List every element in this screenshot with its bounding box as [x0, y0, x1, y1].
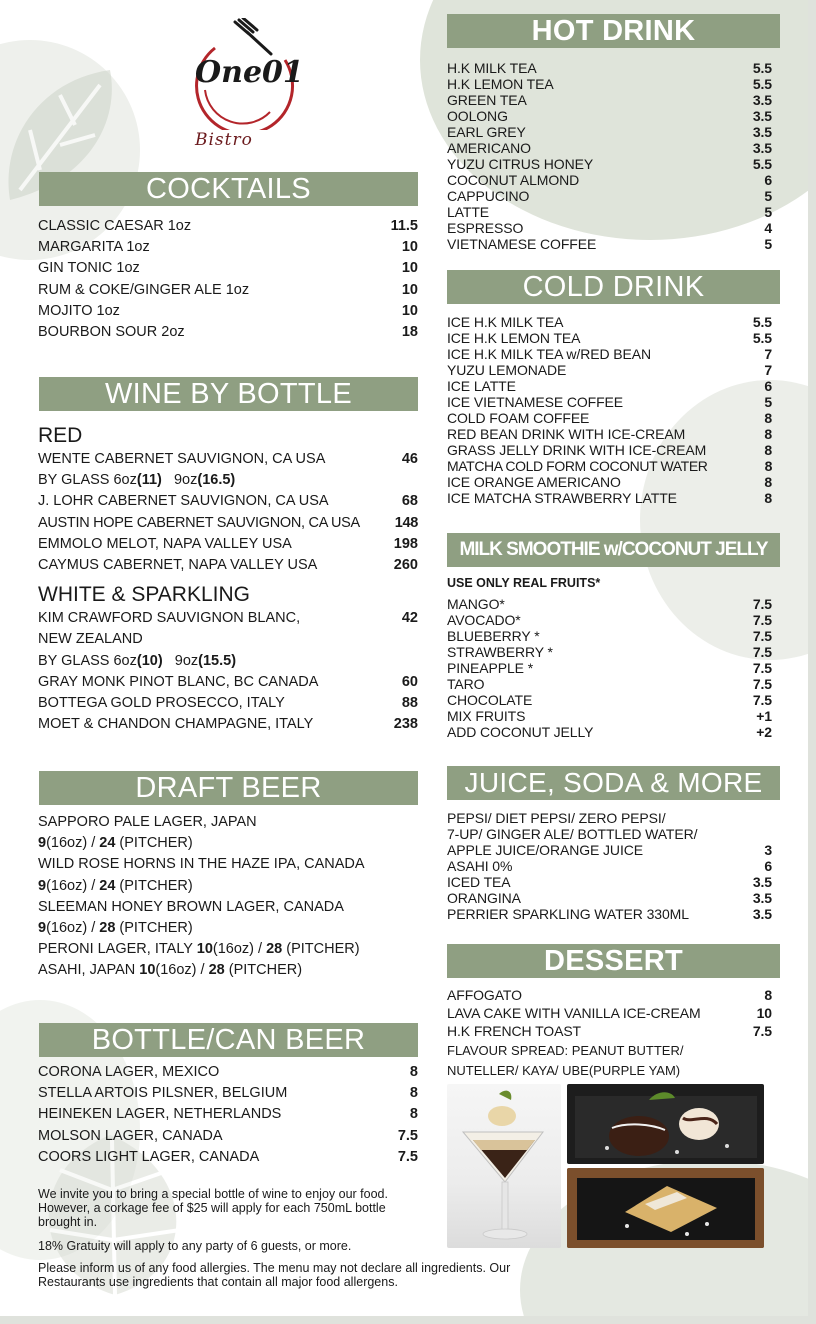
juice-header: JUICE, SODA & MORE	[447, 766, 780, 800]
logo	[175, 20, 310, 155]
spread-line: FLAVOUR SPREAD: PEANUT BUTTER/	[447, 1043, 684, 1058]
wine-header: WINE BY BOTTLE	[39, 377, 418, 411]
list-item: GIN TONIC 1oz 10	[38, 260, 418, 277]
list-item: TARO 7.5	[447, 676, 772, 692]
wine-list	[38, 423, 418, 735]
affogato-photo	[447, 1084, 561, 1248]
dessert-header: DESSERT	[447, 944, 780, 978]
list-item: CLASSIC CAESAR 1oz 11.5	[38, 218, 418, 234]
list-item: AUSTIN HOPE CABERNET SAUVIGNON, CA USA 148	[38, 514, 418, 531]
cocktails-header: COCKTAILS	[39, 172, 418, 206]
smoothie-list	[447, 596, 772, 740]
french-toast-icon	[567, 1168, 764, 1248]
draft-header: DRAFT BEER	[39, 771, 418, 805]
list-item: PINEAPPLE * 7.5	[447, 660, 772, 676]
list-item: CAPPUCINO 5	[447, 188, 772, 204]
wine-white-label: WHITE & SPARKLING	[38, 583, 250, 607]
list-item: AMERICANO 3.5	[447, 140, 772, 156]
list-item: COLD FOAM COFFEE 8	[447, 410, 772, 426]
list-item: BOTTEGA GOLD PROSECCO, ITALY 88	[38, 695, 418, 712]
list-item: 7-UP/ GINGER ALE/ BOTTLED WATER/	[447, 826, 698, 842]
list-item: CAYMUS CABERNET, NAPA VALLEY USA 260	[38, 557, 418, 574]
list-item: ICE H.K MILK TEA 5.5	[447, 314, 772, 330]
hot-drink-list	[447, 60, 772, 252]
fork-icon	[227, 18, 277, 58]
list-item: ASAHI 0% 6	[447, 858, 772, 874]
list-item: ICE MATCHA STRAWBERRY LATTE 8	[447, 490, 772, 506]
list-item: GREEN TEA 3.5	[447, 92, 772, 108]
list-item: H.K MILK TEA 5.5	[447, 60, 772, 76]
cocktails-list	[38, 216, 418, 343]
cold-drink-header: COLD DRINK	[447, 270, 780, 304]
wine-red-label: RED	[38, 424, 83, 447]
list-item: BOURBON SOUR 2oz 18	[38, 324, 418, 341]
list-item: GRASS JELLY DRINK WITH ICE-CREAM 8	[447, 442, 772, 458]
list-item: WENTE CABERNET SAUVIGNON, CA USA 46	[38, 451, 418, 467]
list-item: PERONI LAGER, ITALY 10(16oz) / 28 (PITCHER)	[38, 941, 360, 958]
list-item: STELLA ARTOIS PILSNER, BELGIUM 8	[38, 1085, 418, 1102]
list-item: ICE LATTE 6	[447, 378, 772, 394]
list-item: MIX FRUITS +1	[447, 708, 772, 724]
glass-price: BY GLASS 6oz(11) 9oz(16.5)	[38, 472, 236, 489]
list-item: CHOCOLATE 7.5	[447, 692, 772, 708]
list-item: YUZU CITRUS HONEY 5.5	[447, 156, 772, 172]
list-item: J. LOHR CABERNET SAUVIGNON, CA USA 68	[38, 493, 418, 510]
list-item: YUZU LEMONADE 7	[447, 362, 772, 378]
list-item: SLEEMAN HONEY BROWN LAGER, CANADA	[38, 898, 344, 915]
list-item: MOJITO 1oz 10	[38, 302, 418, 319]
lava-cake-icon	[567, 1084, 764, 1164]
list-item: MATCHA COLD FORM COCONUT WATER 8	[447, 458, 772, 474]
glass-price: BY GLASS 6oz(10) 9oz(15.5)	[38, 652, 237, 669]
list-item: STRAWBERRY * 7.5	[447, 644, 772, 660]
list-item: VIETNAMESE COFFEE 5	[447, 236, 772, 252]
list-item: CORONA LAGER, MEXICO 8	[38, 1064, 418, 1080]
cold-drink-list	[447, 314, 772, 506]
list-item: LATTE 5	[447, 204, 772, 220]
lava-cake-photo	[567, 1084, 764, 1164]
draft-price: 9(16oz) / 24 (PITCHER)	[38, 877, 193, 894]
list-item: ICE ORANGE AMERICANO 8	[447, 474, 772, 490]
list-item: ASAHI, JAPAN 10(16oz) / 28 (PITCHER)	[38, 962, 303, 979]
list-item: COCONUT ALMOND 6	[447, 172, 772, 188]
martini-glass-icon	[447, 1084, 561, 1248]
draft-price: 9(16oz) / 28 (PITCHER)	[38, 920, 193, 937]
list-item: ICE VIETNAMESE COFFEE 5	[447, 394, 772, 410]
list-item: MOET & CHANDON CHAMPAGNE, ITALY 238	[38, 716, 418, 733]
list-item: EMMOLO MELOT, NAPA VALLEY USA 198	[38, 535, 418, 552]
list-item: H.K FRENCH TOAST 7.5	[447, 1023, 772, 1039]
list-item: ORANGINA 3.5	[447, 890, 772, 906]
list-item: HEINEKEN LAGER, NETHERLANDS 8	[38, 1106, 418, 1123]
list-item: OOLONG 3.5	[447, 108, 772, 124]
list-item: ESPRESSO 4	[447, 220, 772, 236]
logo-sub: Bistro	[195, 130, 253, 150]
juice-list	[447, 810, 772, 922]
gratuity-note: 18% Gratuity will apply to any party of 6 guests, or more.	[38, 1239, 352, 1253]
list-item: H.K LEMON TEA 5.5	[447, 76, 772, 92]
bottle-beer-header: BOTTLE/CAN BEER	[39, 1023, 418, 1057]
list-item: KIM CRAWFORD SAUVIGNON BLANC, 42	[38, 610, 418, 627]
list-item: ADD COCONUT JELLY +2	[447, 724, 772, 740]
list-item: LAVA CAKE WITH VANILLA ICE-CREAM 10	[447, 1005, 772, 1021]
list-item: COORS LIGHT LAGER, CANADA 7.5	[38, 1148, 418, 1165]
draft-list	[38, 812, 418, 982]
list-item: ICE H.K LEMON TEA 5.5	[447, 330, 772, 346]
list-item: WILD ROSE HORNS IN THE HAZE IPA, CANADA	[38, 856, 365, 873]
list-item: MARGARITA 1oz 10	[38, 239, 418, 256]
list-item-cont: NEW ZEALAND	[38, 631, 143, 648]
list-item: APPLE JUICE/ORANGE JUICE 3	[447, 842, 772, 858]
list-item: EARL GREY 3.5	[447, 124, 772, 140]
list-item: AFFOGATO 8	[447, 987, 772, 1003]
list-item: MANGO* 7.5	[447, 596, 772, 612]
list-item: ICE H.K MILK TEA w/RED BEAN 7	[447, 346, 772, 362]
list-item: RED BEAN DRINK WITH ICE-CREAM 8	[447, 426, 772, 442]
list-item: PERRIER SPARKLING WATER 330ML 3.5	[447, 906, 772, 922]
list-item: SAPPORO PALE LAGER, JAPAN	[38, 814, 257, 830]
spread-line: NUTELLER/ KAYA/ UBE(PURPLE YAM)	[447, 1063, 681, 1078]
draft-price: 9(16oz) / 24 (PITCHER)	[38, 835, 193, 852]
list-item: GRAY MONK PINOT BLANC, BC CANADA 60	[38, 673, 418, 690]
bottle-beer-list	[38, 1062, 418, 1168]
list-item: AVOCADO* 7.5	[447, 612, 772, 628]
french-toast-photo	[567, 1168, 764, 1248]
smoothie-header: MILK SMOOTHIE w/COCONUT JELLY	[447, 533, 780, 567]
list-item: RUM & COKE/GINGER ALE 1oz 10	[38, 281, 418, 298]
hot-drink-header: HOT DRINK	[447, 14, 780, 48]
corkage-note: We invite you to bring a special bottle of wine to enjoy our food. However, a corkage fee of $25 will apply for each 750mL bottle brought in.	[38, 1187, 388, 1229]
list-item: BLUEBERRY * 7.5	[447, 628, 772, 644]
logo-name: One01	[195, 55, 304, 90]
dessert-list	[447, 986, 772, 1081]
list-item: ICED TEA 3.5	[447, 874, 772, 890]
allergy-note: Please inform us of any food allergies. The menu may not declare all ingredients. Our Restaurants use ingredients that contain all major food allergens.	[38, 1261, 511, 1289]
list-item: PEPSI/ DIET PEPSI/ ZERO PEPSI/	[447, 810, 666, 826]
smoothie-note: USE ONLY REAL FRUITS*	[447, 576, 601, 590]
list-item: MOLSON LAGER, CANADA 7.5	[38, 1127, 418, 1144]
